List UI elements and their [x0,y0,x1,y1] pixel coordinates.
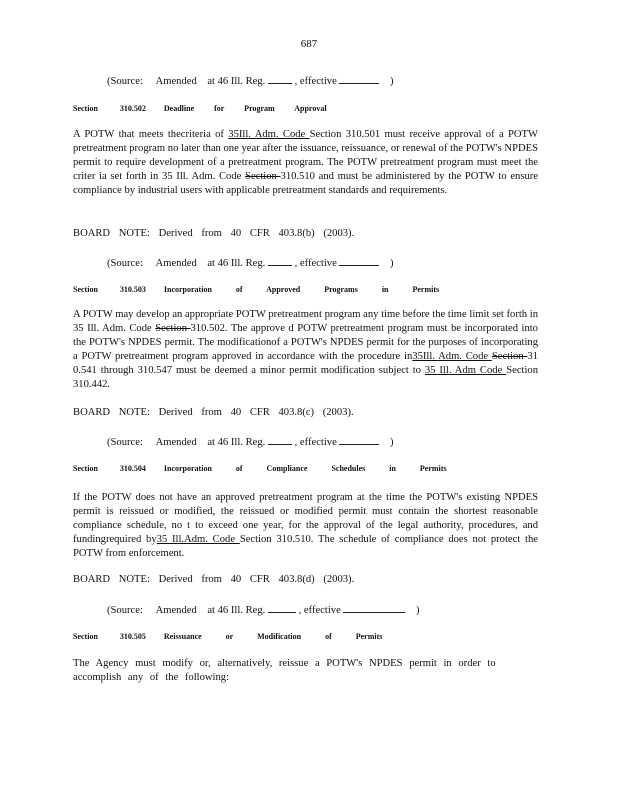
date-blank [339,74,379,84]
source-close: ) [390,76,394,87]
source-note [107,74,394,87]
section-heading [73,464,447,473]
source-note: (Source: Amended at 46 Ill. Reg. , effective ) [107,437,394,448]
section-paragraph: A POTW may develop an appropriate POTW pretreatment program any time before the time limit set forth in 35 Ill. Adm. Code Section 310.502. The approve d POTW pretreatment program must be incorporated into the POTW's NPDES permit. The modificationof a POTW's NPDES permit for the purposes of incorporating a POTW pretreatment program approved in accordance with the procedure in35Ill. Adm. Code Section 31 0.541 through 310.547 must be deemed a minor permit modification subject to 35 Ill. Adm Code Section 310.442. [73,309,538,390]
section-title: Incorporation of Compliance Schedules in Permits [163,464,447,473]
section-title: Deadline for Program Approval [163,104,327,113]
section-paragraph: The Agency must modify or, alternatively, reissue a POTW's NPDES permit in order to accomplish any of the following: [73,658,496,683]
section-number: Section 310.504 [73,464,146,473]
section-paragraph: A POTW that meets thecriteria of 35Ill. Adm. Code Section 310.501 must receive approval of a POTW pretreatment program no later than one year after the issuance, reissuance, or renewal of the POTW's NPDES permit to require development of a pretreatment program. The POTW pretreatment program must meet the criter ia set forth in 35 Ill. Adm. Code Section 310.510 and must be administered by the POTW to ensure compliance by industrial users with applicable pretreatment standards and requirements. [73,129,538,196]
page-number: 687 [300,38,318,50]
section-number: Section 310.503 [73,285,146,294]
source-effective: , effective [294,76,337,87]
reg-blank [268,74,292,84]
section-paragraph: If the POTW does not have an approved pretreatment program at the time the POTW's existing NPDES permit is reissued or modified, the reissued or modified permit must contain the shortest reasonable compliance schedule, no t to exceed one year, for the approval of the legal authority, procedures, and fundingrequired by35 Ill.Adm. Code Section 310.510. The schedule of compliance does not protect the POTW from enforcement. [73,492,538,559]
source-note: (Source: Amended at 46 Ill. Reg. , effective ) [107,605,420,616]
section-heading [73,104,327,113]
section-number: Section 310.502 [73,104,146,113]
source-note: (Source: Amended at 46 Ill. Reg. , effective ) [107,258,394,269]
section-heading [73,632,382,641]
source-label: (Source: [107,76,143,87]
section-title: Incorporation of Approved Programs in Permits [163,285,440,294]
section-heading [73,285,439,294]
board-note: BOARD NOTE: Derived from 40 CFR 403.8(b) (2003). [73,228,355,239]
source-amended: Amended [155,76,197,87]
section-number: Section 310.505 [73,632,146,641]
board-note: BOARD NOTE: Derived from 40 CFR 403.8(d) (2003). [73,574,355,585]
board-note: BOARD NOTE: Derived from 40 CFR 403.8(c) (2003). [73,407,354,418]
source-reg: at 46 Ill. Reg. [207,76,266,87]
section-title: Reissuance or Modification of Permits [163,632,383,641]
